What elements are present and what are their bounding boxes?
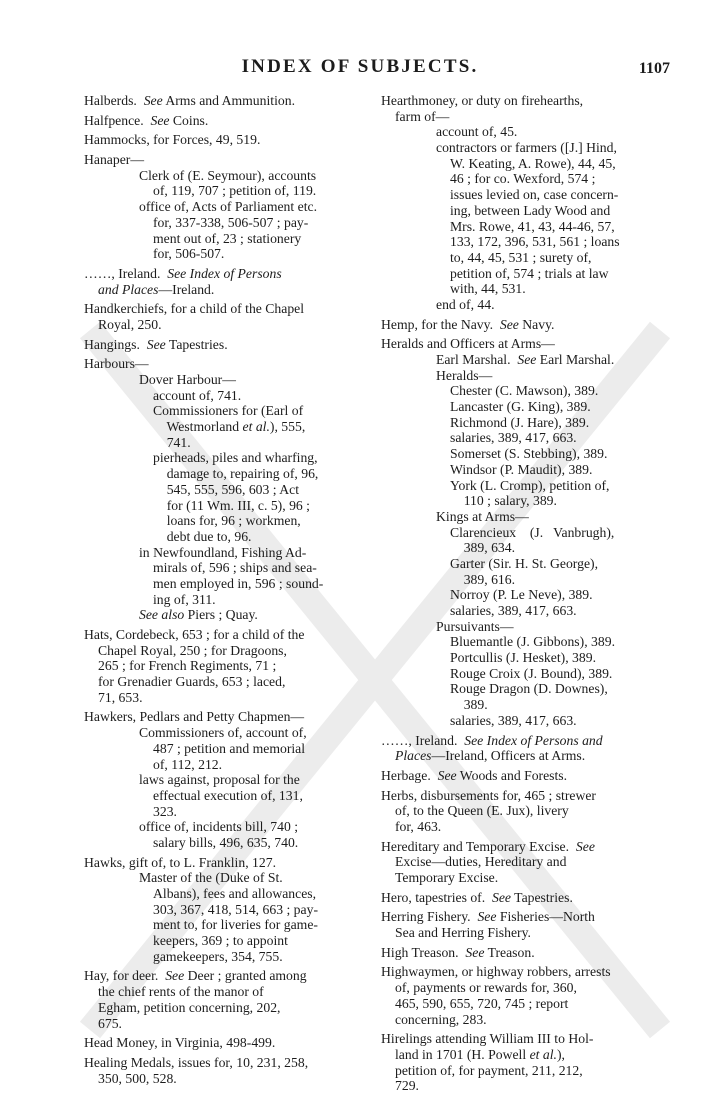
index-subentry: Lancaster (G. King), 389. (450, 399, 591, 415)
index-subentry: and Places—Ireland. (98, 281, 215, 297)
index-heading: Herring Fishery. See Fisheries—North (381, 909, 595, 925)
index-subentry: 265 ; for French Regiments, 71 ; (98, 658, 277, 674)
index-subentry: ing, between Lady Wood and (450, 202, 611, 218)
index-subentry: office of, Acts of Parliament etc. (139, 199, 318, 215)
index-subentry: keepers, 369 ; to appoint (153, 933, 288, 949)
index-heading: Handkerchiefs, for a child of the Chapel (84, 301, 305, 317)
index-subentry: 465, 590, 655, 720, 745 ; report (395, 995, 569, 1011)
index-subentry: laws against, proposal for the (139, 772, 300, 788)
index-subentry: Richmond (J. Hare), 389. (450, 414, 590, 430)
index-subentry: salary bills, 496, 635, 740. (153, 834, 299, 850)
index-subentry: Mrs. Rowe, 41, 43, 44-46, 57, (450, 218, 615, 234)
index-subentry: Clarencieux (J. Vanbrugh), (450, 524, 615, 540)
index-heading: ……, Ireland. See Index of Persons and (381, 732, 603, 748)
index-subentry: for, 463. (395, 818, 442, 834)
index-heading: Hawks, gift of, to L. Franklin, 127. (84, 854, 276, 870)
index-subentry: York (L. Cromp), petition of, (450, 477, 610, 493)
index-heading: Hirelings attending William III to Hol- (381, 1031, 594, 1047)
index-heading: Heralds and Officers at Arms— (381, 336, 555, 352)
index-subentry: 71, 653. (98, 689, 143, 705)
index-heading: Halfpence. See Coins. (84, 112, 209, 128)
index-subentry: contractors or farmers ([J.] Hind, (436, 140, 617, 156)
index-heading: Hereditary and Temporary Excise. See (381, 838, 595, 854)
index-subentry: 46 ; for co. Wexford, 574 ; (450, 171, 596, 187)
index-subentry: Royal, 250. (98, 316, 162, 332)
index-subentry: ment out of, 23 ; stationery (153, 230, 302, 246)
index-subentry: Garter (Sir. H. St. George), (450, 555, 598, 571)
index-subentry: Kings at Arms— (436, 508, 529, 524)
index-subentry: office of, incidents bill, 740 ; (139, 819, 299, 835)
index-heading: Hay, for deer. See Deer ; granted among (84, 968, 307, 984)
index-heading: Hemp, for the Navy. See Navy. (381, 316, 555, 332)
index-subentry: 110 ; salary, 389. (450, 493, 557, 509)
index-subentry: the chief rents of the manor of (98, 984, 264, 1000)
index-subentry: Excise—duties, Hereditary and (395, 854, 567, 870)
index-heading: Head Money, in Virginia, 498-499. (84, 1035, 276, 1051)
index-subentry: loans for, 96 ; workmen, (153, 513, 301, 529)
index-subentry: 389. (450, 697, 488, 713)
index-heading: ……, Ireland. See Index of Persons (84, 265, 282, 281)
index-subentry: ment to, for liveries for game- (153, 917, 318, 933)
index-subentry: concerning, 283. (395, 1011, 487, 1027)
index-subentry: 487 ; petition and memorial (153, 740, 306, 756)
index-subentry: to, 44, 45, 531 ; surety of, (450, 249, 592, 265)
index-subentry: Sea and Herring Fishery. (395, 925, 531, 941)
index-subentry: of, to the Queen (E. Jux), livery (395, 803, 569, 819)
index-subentry: of, 112, 212. (153, 756, 223, 772)
index-subentry: Master of the (Duke of St. (139, 870, 283, 886)
index-column-left (84, 93, 354, 1086)
index-subentry: Chapel Royal, 250 ; for Dragoons, (98, 642, 287, 658)
index-subentry: in Newfoundland, Fishing Ad- (139, 544, 307, 560)
index-subentry: Rouge Croix (J. Bound), 389. (450, 665, 613, 681)
index-subentry: 303, 367, 418, 514, 663 ; pay- (153, 901, 318, 917)
index-subentry: 389, 634. (450, 540, 516, 556)
index-subentry: end of, 44. (436, 296, 495, 312)
index-subentry: Windsor (P. Maudit), 389. (450, 461, 593, 477)
index-subentry: of, payments or rewards for, 360, (395, 980, 577, 996)
index-subentry: Rouge Dragon (D. Downes), (450, 681, 608, 697)
index-subentry: 133, 172, 396, 531, 561 ; loans (450, 234, 620, 250)
index-heading: Harbours— (84, 356, 149, 372)
index-subentry: damage to, repairing of, 96, (153, 466, 319, 482)
page-header (0, 56, 720, 86)
index-heading: Hangings. See Tapestries. (84, 336, 228, 352)
index-subentry: Temporary Excise. (395, 870, 499, 885)
index-heading: Highwaymen, or highway robbers, arrests (381, 964, 611, 980)
index-subentry: with, 44, 531. (450, 281, 526, 297)
index-heading: Herbs, disbursements for, 465 ; strewer (381, 787, 596, 803)
index-subentry: for (11 Wm. III, c. 5), 96 ; (153, 497, 310, 513)
index-subentry: 545, 555, 596, 603 ; Act (153, 481, 299, 497)
index-subentry: Dover Harbour— (139, 372, 236, 387)
index-subentry: land in 1701 (H. Powell et al.), (395, 1046, 565, 1062)
index-subentry: salaries, 389, 417, 663. (450, 430, 577, 446)
index-subentry: Commissioners of, account of, (139, 725, 307, 741)
index-subentry: W. Keating, A. Rowe), 44, 45, (450, 155, 616, 171)
index-column-right (381, 93, 643, 1094)
index-heading: Hanaper— (84, 152, 145, 168)
index-subentry: Earl Marshal. See Earl Marshal. (436, 352, 615, 367)
index-subentry: See also Piers ; Quay. (139, 607, 258, 623)
index-subentry: Commissioners for (Earl of (153, 403, 304, 419)
index-subentry: mirals of, 596 ; ships and sea- (153, 560, 317, 576)
index-subentry: 729. (395, 1078, 419, 1094)
index-heading: Hawkers, Pedlars and Petty Chapmen— (84, 709, 305, 725)
index-subentry: Pursuivants— (436, 618, 514, 634)
index-subentry: petition of, 574 ; trials at law (450, 265, 609, 281)
index-subentry: Chester (C. Mawson), 389. (450, 383, 599, 399)
index-subentry: farm of— (395, 108, 450, 124)
index-subentry: account of, 45. (436, 124, 518, 140)
index-heading: Hero, tapestries of. See Tapestries. (381, 889, 573, 905)
index-subentry: Heralds— (436, 367, 493, 383)
index-subentry: men employed in, 596 ; sound- (153, 575, 324, 591)
index-subentry: for Grenadier Guards, 653 ; laced, (98, 674, 286, 690)
index-heading: Hearthmoney, or duty on firehearths, (381, 93, 584, 108)
index-subentry: petition of, for payment, 211, 212, (395, 1062, 583, 1078)
index-subentry: Clerk of (E. Seymour), accounts (139, 167, 317, 183)
index-subentry: Albans), fees and allowances, (153, 886, 317, 901)
index-subentry: Egham, petition concerning, 202, (98, 999, 281, 1015)
index-subentry: effectual execution of, 131, (153, 787, 303, 803)
index-subentry: Somerset (S. Stebbing), 389. (450, 446, 608, 462)
index-subentry: debt due to, 96. (153, 528, 252, 544)
index-subentry: 389, 616. (450, 571, 516, 587)
index-subentry: for, 337-338, 506-507 ; pay- (153, 214, 309, 230)
index-heading: Hammocks, for Forces, 49, 519. (84, 132, 261, 148)
index-heading: Herbage. See Woods and Forests. (381, 767, 568, 783)
index-subentry: gamekeepers, 354, 755. (153, 948, 283, 964)
index-subentry: Norroy (P. Le Neve), 389. (450, 587, 593, 603)
index-subentry: 741. (153, 434, 191, 450)
index-subentry: salaries, 389, 417, 663. (450, 603, 577, 618)
index-subentry: pierheads, piles and wharfing, (153, 450, 318, 466)
index-subentry: for, 506-507. (153, 246, 225, 262)
page-number: 1107 (638, 60, 670, 77)
index-subentry: Places—Ireland, Officers at Arms. (395, 748, 586, 764)
index-subentry: 675. (98, 1015, 122, 1031)
page-title: INDEX OF SUBJECTS. (241, 56, 479, 77)
index-heading: Hats, Cordebeck, 653 ; for a child of the (84, 627, 305, 642)
index-heading: High Treason. See Treason. (381, 944, 535, 960)
index-subentry: 350, 500, 528. (98, 1070, 177, 1086)
index-subentry: Portcullis (J. Hesket), 389. (450, 650, 596, 666)
index-subentry: Westmorland et al.), 555, (153, 419, 306, 435)
index-subentry: 323. (153, 803, 177, 819)
index-subentry: Bluemantle (J. Gibbons), 389. (450, 634, 615, 650)
index-heading: Healing Medals, issues for, 10, 231, 258, (84, 1054, 309, 1070)
index-heading: Halberds. See Arms and Ammunition. (84, 93, 296, 108)
index-subentry: of, 119, 707 ; petition of, 119. (153, 183, 317, 199)
index-subentry: account of, 741. (153, 387, 242, 403)
index-subentry: ing of, 311. (153, 591, 216, 607)
index-subentry: issues levied on, case concern- (450, 187, 619, 203)
index-subentry: salaries, 389, 417, 663. (450, 712, 577, 728)
